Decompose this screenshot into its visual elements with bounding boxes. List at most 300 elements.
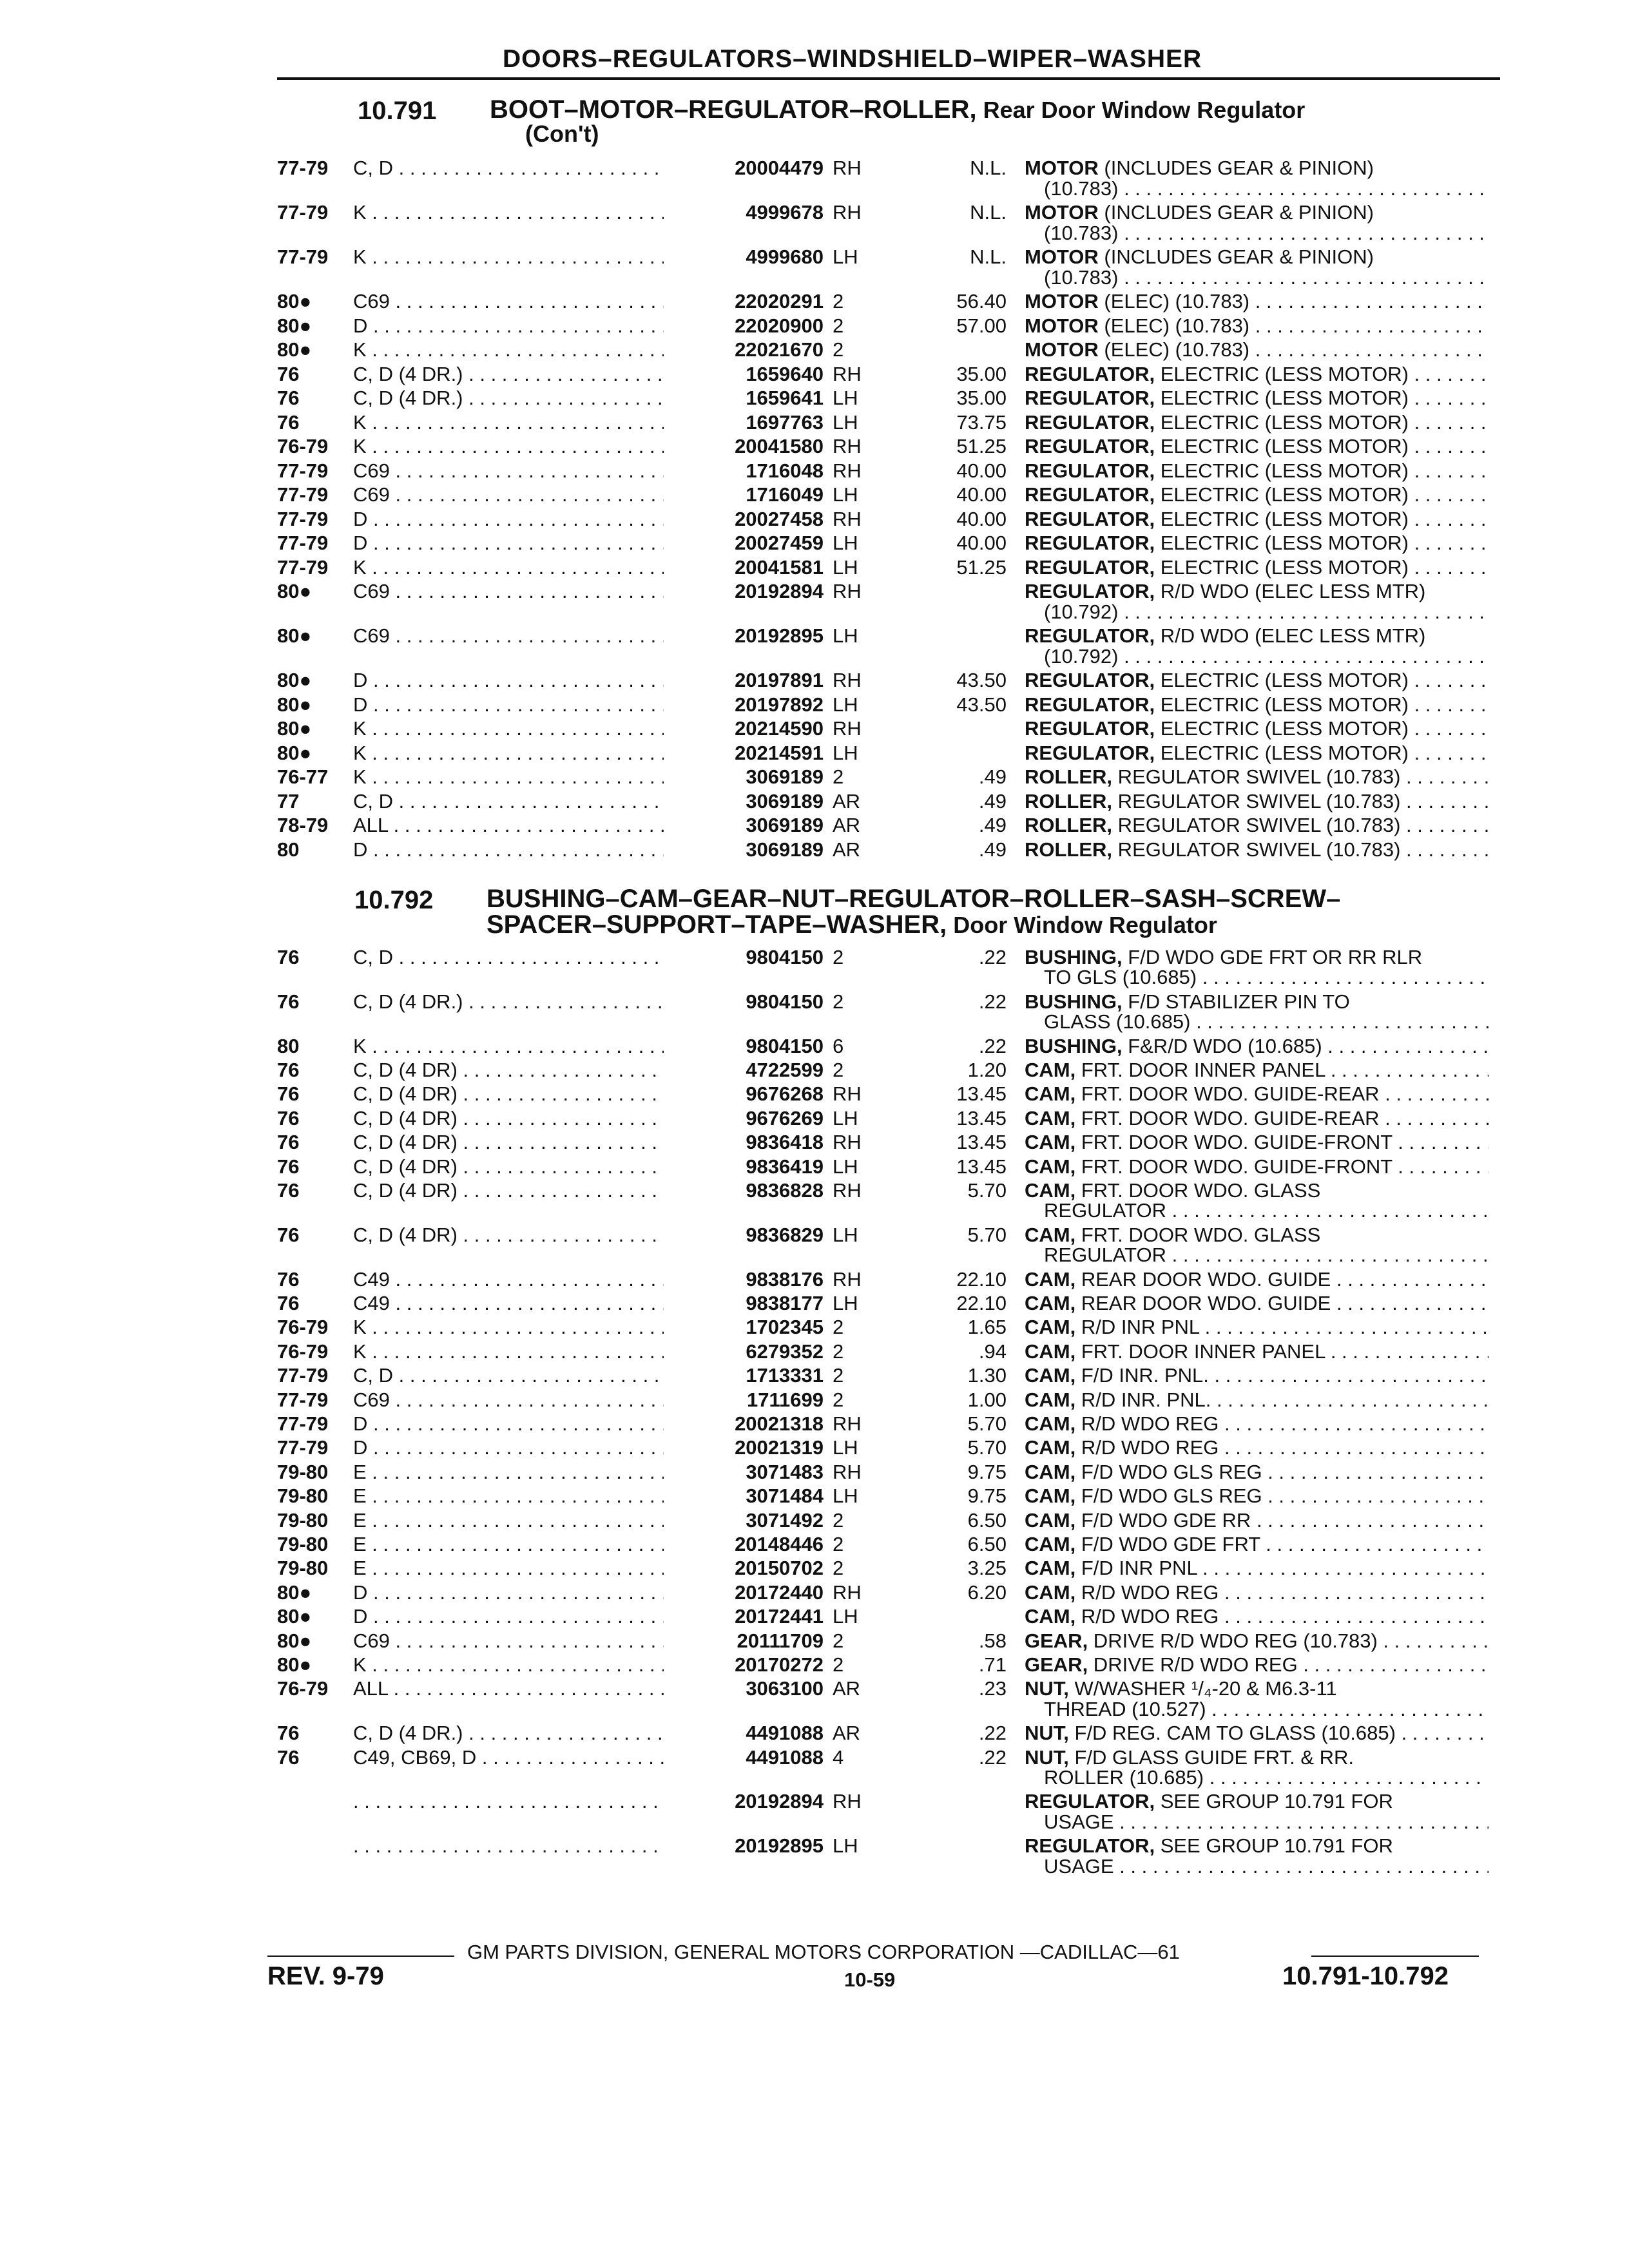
table-row: [0, 1082, 1629, 1107]
year-cell: 77-79: [277, 1364, 329, 1387]
price-cell: 40.00: [956, 483, 1007, 506]
table-row: [0, 1485, 1629, 1509]
description-cell: [1025, 1035, 1489, 1058]
description-keyword: ROLLER,: [1025, 814, 1113, 836]
model-cell: D . . .: [353, 508, 701, 531]
model-cell: C69 . . .: [353, 580, 701, 603]
quantity-cell: LH: [833, 1605, 858, 1628]
quantity-cell: RH: [833, 1790, 862, 1813]
model-cell: K . . .: [353, 1035, 701, 1058]
price-cell: N.L.: [970, 201, 1007, 224]
description-text: F/D WDO GDE FRT: [1075, 1533, 1260, 1555]
quantity-cell: AR: [833, 789, 861, 812]
description-text: ELECTRIC (LESS MOTOR): [1155, 435, 1409, 457]
description-cell: [1025, 1389, 1489, 1412]
description-keyword: CAM,: [1025, 1557, 1076, 1580]
description-keyword: MOTOR: [1025, 290, 1099, 312]
description-continuation: (10.792) . . .: [1044, 601, 1489, 624]
description-text: R/D WDO REG: [1075, 1605, 1219, 1628]
price-cell: 1.30: [967, 1364, 1007, 1387]
description-text: ELECTRIC (LESS MOTOR): [1155, 362, 1409, 385]
quantity-cell: RH: [833, 435, 862, 457]
model-cell: E . . .: [353, 1485, 701, 1508]
table-row: [0, 1436, 1629, 1461]
table-row: [0, 1722, 1629, 1746]
quantity-cell: RH: [833, 1131, 862, 1154]
year-cell: 80●: [277, 624, 312, 647]
model-cell: C69 . . .: [353, 290, 701, 313]
description-text: FRT. DOOR WDO. GUIDE-FRONT: [1075, 1155, 1393, 1178]
description-text: F/D INR PNL: [1075, 1557, 1197, 1580]
description-text: ELECTRIC (LESS MOTOR): [1155, 717, 1409, 740]
description-keyword: MOTOR: [1025, 157, 1099, 179]
quantity-cell: RH: [833, 1460, 862, 1483]
part-number-cell: 20041580: [664, 435, 824, 458]
price-cell: .49: [978, 814, 1007, 836]
part-number-cell: 1659641: [664, 387, 824, 410]
price-cell: 51.25: [956, 435, 1007, 457]
description-keyword: BUSHING,: [1025, 990, 1123, 1013]
table-row: [0, 1389, 1629, 1413]
part-number-cell: 1659640: [664, 363, 824, 386]
model-cell: C, D (4 DR) . . .: [353, 1131, 701, 1154]
table-row: [0, 435, 1629, 459]
description-keyword: ROLLER,: [1025, 789, 1113, 812]
year-cell: 76: [277, 1131, 300, 1154]
description-cell: [1025, 1316, 1489, 1339]
year-cell: 80●: [277, 1629, 312, 1652]
quantity-cell: 2: [833, 338, 844, 361]
description-text: ELECTRIC (LESS MOTOR): [1155, 532, 1409, 554]
part-number-cell: 20197892: [664, 693, 824, 716]
description-keyword: REGULATOR,: [1025, 459, 1155, 482]
description-cell: [1025, 1509, 1489, 1532]
year-cell: 76: [277, 1082, 300, 1106]
description-cell: [1025, 693, 1489, 716]
part-number-cell: 20172441: [664, 1605, 824, 1628]
description-cell: [1025, 1629, 1489, 1653]
description-cell: [1025, 1722, 1489, 1745]
description-text: R/D INR PNL: [1075, 1316, 1199, 1339]
model-cell: C, D (4 DR.) . . .: [353, 387, 701, 410]
description-text: FRT. DOOR INNER PANEL: [1075, 1059, 1325, 1081]
description-keyword: GEAR,: [1025, 1653, 1088, 1676]
group-range: 10.791-10.792: [1282, 1962, 1449, 1990]
part-number-cell: 3069189: [664, 838, 824, 861]
price-cell: 51.25: [956, 555, 1007, 579]
model-cell: C69 . . .: [353, 459, 701, 483]
price-cell: 40.00: [956, 459, 1007, 482]
description-continuation: (10.792) . . .: [1044, 645, 1489, 668]
part-number-cell: 9836418: [664, 1131, 824, 1154]
description-text: REGULATOR SWIVEL (10.783): [1112, 789, 1401, 812]
part-number-cell: 4722599: [664, 1059, 824, 1082]
year-cell: 76: [277, 990, 300, 1013]
part-number-cell: 20004479: [664, 157, 824, 180]
quantity-cell: RH: [833, 1082, 862, 1106]
quantity-cell: 2: [833, 1340, 844, 1363]
description-keyword: REGULATOR,: [1025, 555, 1155, 579]
year-cell: 76-79: [277, 435, 329, 457]
description-cell: [1025, 814, 1489, 837]
quantity-cell: LH: [833, 1834, 858, 1858]
description-text: ELECTRIC (LESS MOTOR): [1155, 387, 1409, 409]
description-text: REAR DOOR WDO. GUIDE: [1075, 1267, 1331, 1291]
year-cell: 76: [277, 1745, 300, 1769]
description-text: F/D GLASS GUIDE FRT. & RR.: [1068, 1745, 1354, 1769]
part-number-cell: 9836829: [664, 1224, 824, 1247]
part-number-cell: 20170272: [664, 1653, 824, 1677]
description-keyword: CAM,: [1025, 1082, 1076, 1106]
price-cell: 35.00: [956, 362, 1007, 385]
description-cell: [1025, 669, 1489, 692]
description-cell: [1025, 717, 1489, 740]
model-cell: C, D (4 DR) . . .: [353, 1179, 701, 1202]
description-continuation: ROLLER (10.685) . . .: [1044, 1766, 1489, 1789]
year-cell: 76: [277, 1155, 300, 1178]
description-keyword: CAM,: [1025, 1485, 1076, 1508]
part-number-cell: 1697763: [664, 411, 824, 434]
year-cell: 80●: [277, 314, 312, 337]
table-row: [0, 1035, 1629, 1059]
price-cell: 9.75: [967, 1460, 1007, 1483]
price-cell: 56.40: [956, 290, 1007, 312]
price-cell: 5.70: [967, 1412, 1007, 1435]
description-cell: [1025, 1653, 1489, 1677]
year-cell: 80●: [277, 1653, 312, 1676]
price-cell: .22: [978, 946, 1007, 968]
year-cell: 80●: [277, 580, 312, 602]
model-cell: C, D (4 DR.) . . .: [353, 1722, 701, 1745]
model-cell: K . . .: [353, 765, 701, 789]
description-keyword: REGULATOR,: [1025, 410, 1155, 434]
quantity-cell: 2: [833, 1059, 844, 1081]
part-number-cell: 20021319: [664, 1436, 824, 1459]
model-cell: C49, CB69, D . . .: [353, 1746, 701, 1769]
description-text: FRT. DOOR WDO. GUIDE-FRONT: [1075, 1131, 1393, 1154]
price-cell: 22.10: [956, 1292, 1007, 1314]
quantity-cell: RH: [833, 362, 862, 385]
description-text: (INCLUDES GEAR & PINION): [1098, 201, 1374, 224]
quantity-cell: 2: [833, 990, 844, 1013]
description-cell: [1025, 363, 1489, 386]
quantity-cell: 2: [833, 1533, 844, 1555]
quantity-cell: RH: [833, 201, 862, 224]
quantity-cell: RH: [833, 580, 862, 602]
model-cell: C, D . . .: [353, 157, 701, 180]
quantity-cell: LH: [833, 1223, 858, 1246]
price-cell: 9.75: [967, 1485, 1007, 1508]
price-cell: .22: [978, 1745, 1007, 1769]
quantity-cell: LH: [833, 555, 858, 579]
year-cell: 76: [277, 362, 300, 385]
table-row: [0, 532, 1629, 556]
description-text: ELECTRIC (LESS MOTOR): [1155, 483, 1409, 506]
description-text: (INCLUDES GEAR & PINION): [1098, 157, 1374, 179]
year-cell: 80: [277, 838, 300, 861]
part-number-cell: 9676268: [664, 1082, 824, 1106]
description-continuation: TO GLS (10.685) . . .: [1044, 966, 1489, 989]
description-cell: [1025, 1131, 1489, 1154]
description-keyword: REGULATOR,: [1025, 580, 1155, 602]
description-keyword: REGULATOR,: [1025, 435, 1155, 457]
model-cell: K . . .: [353, 411, 701, 434]
description-keyword: NUT,: [1025, 1745, 1069, 1769]
part-number-cell: 22021670: [664, 338, 824, 361]
price-cell: 6.50: [967, 1508, 1007, 1532]
description-continuation: USAGE . . .: [1044, 1811, 1489, 1834]
table-row-continuation: [0, 266, 1629, 291]
description-text: F/D WDO GDE FRT OR RR RLR: [1122, 946, 1423, 968]
model-cell: C, D (4 DR) . . .: [353, 1059, 701, 1082]
description-text: FRT. DOOR WDO. GLASS: [1075, 1223, 1321, 1246]
model-cell: C69 . . .: [353, 1629, 701, 1653]
footer-rule-right: [1311, 1956, 1479, 1957]
price-cell: 3.25: [967, 1557, 1007, 1580]
description-cell: [1025, 1155, 1489, 1178]
table-row: [0, 1653, 1629, 1678]
quantity-cell: AR: [833, 838, 861, 861]
description-continuation: (10.783) . . .: [1044, 222, 1489, 245]
description-cell: [1025, 290, 1489, 313]
description-continuation: GLASS (10.685) . . .: [1044, 1010, 1489, 1033]
table-row: [0, 1316, 1629, 1340]
year-cell: 76: [277, 410, 300, 434]
description-keyword: CAM,: [1025, 1605, 1076, 1628]
year-cell: 77-79: [277, 1436, 329, 1459]
description-keyword: CAM,: [1025, 1106, 1076, 1129]
model-cell: K . . .: [353, 717, 701, 740]
description-keyword: CAM,: [1025, 1581, 1076, 1604]
table-row: [0, 290, 1629, 314]
year-cell: 76: [277, 1267, 300, 1291]
model-cell: C49 . . .: [353, 1292, 701, 1315]
quantity-cell: 4: [833, 1745, 844, 1769]
description-cell: [1025, 1340, 1489, 1363]
table-row: [0, 411, 1629, 436]
part-number-cell: 22020291: [664, 290, 824, 313]
part-number-cell: 20197891: [664, 669, 824, 692]
table-row: [0, 1131, 1629, 1155]
part-number-cell: 9838176: [664, 1268, 824, 1291]
description-cell: [1025, 1461, 1489, 1484]
price-cell: 73.75: [956, 410, 1007, 434]
price-cell: 43.50: [956, 669, 1007, 691]
table-row: [0, 717, 1629, 742]
price-cell: 5.70: [967, 1179, 1007, 1202]
description-keyword: CAM,: [1025, 1533, 1076, 1555]
model-cell: K . . .: [353, 556, 701, 579]
description-keyword: CAM,: [1025, 1059, 1076, 1081]
description-text: FRT. DOOR WDO. GUIDE-REAR: [1075, 1106, 1380, 1129]
quantity-cell: 2: [833, 1629, 844, 1652]
part-number-cell: 9804150: [664, 990, 824, 1014]
quantity-cell: LH: [833, 483, 858, 506]
model-cell: C, D . . .: [353, 1364, 701, 1387]
year-cell: 76-77: [277, 765, 329, 788]
table-row: [0, 1461, 1629, 1485]
description-keyword: REGULATOR,: [1025, 483, 1155, 506]
table-row: [0, 1629, 1629, 1654]
description-cell: [1025, 1436, 1489, 1459]
description-text: DRIVE R/D WDO REG (10.783): [1088, 1629, 1378, 1652]
part-number-cell: 20214591: [664, 742, 824, 765]
quantity-cell: LH: [833, 624, 858, 647]
description-cell: [1025, 1412, 1489, 1436]
model-cell: C, D (4 DR) . . .: [353, 1224, 701, 1247]
description-keyword: REGULATOR,: [1025, 717, 1155, 740]
price-cell: .49: [978, 838, 1007, 861]
description-cell: [1025, 1557, 1489, 1580]
year-cell: 80●: [277, 669, 312, 691]
model-cell: ALL . . .: [353, 1677, 701, 1700]
quantity-cell: LH: [833, 741, 858, 764]
price-cell: 13.45: [956, 1082, 1007, 1106]
description-cell: [1025, 314, 1489, 338]
year-cell: 76: [277, 946, 300, 968]
price-cell: 13.45: [956, 1155, 1007, 1178]
description-keyword: CAM,: [1025, 1267, 1076, 1291]
part-number-cell: 20192895: [664, 1834, 824, 1858]
description-keyword: ROLLER,: [1025, 765, 1113, 788]
table-row-continuation: [0, 601, 1629, 625]
year-cell: 76-79: [277, 1316, 329, 1339]
part-number-cell: 1702345: [664, 1316, 824, 1339]
description-cell: [1025, 483, 1489, 506]
table-row-continuation: [0, 645, 1629, 669]
model-cell: E . . .: [353, 1557, 701, 1580]
price-cell: 6.50: [967, 1533, 1007, 1555]
description-text: R/D WDO (ELEC LESS MTR): [1155, 580, 1426, 602]
table-row: [0, 314, 1629, 339]
price-cell: 1.00: [967, 1388, 1007, 1411]
model-cell: K . . .: [353, 1316, 701, 1339]
year-cell: 80●: [277, 693, 312, 716]
section-title-bold: BOOT–MOTOR–REGULATOR–ROLLER,: [490, 95, 977, 124]
year-cell: 76: [277, 1292, 300, 1314]
price-cell: 40.00: [956, 507, 1007, 530]
quantity-cell: LH: [833, 1292, 858, 1314]
page-header-title: DOORS–REGULATORS–WINDSHIELD–WIPER–WASHER: [503, 45, 1202, 73]
description-text: ELECTRIC (LESS MOTOR): [1155, 669, 1409, 691]
description-keyword: REGULATOR,: [1025, 362, 1155, 385]
quantity-cell: LH: [833, 532, 858, 554]
description-text: FRT. DOOR WDO. GLASS: [1075, 1179, 1321, 1202]
part-number-cell: 1716048: [664, 459, 824, 483]
quantity-cell: RH: [833, 1179, 862, 1202]
description-text: F&R/D WDO (10.685): [1122, 1034, 1322, 1057]
description-text: REGULATOR SWIVEL (10.783): [1112, 765, 1401, 788]
part-number-cell: 20192894: [664, 580, 824, 603]
year-cell: 76-79: [277, 1677, 329, 1700]
year-cell: 80●: [277, 1605, 312, 1628]
description-cell: [1025, 532, 1489, 555]
part-number-cell: 4999678: [664, 201, 824, 224]
description-continuation: (10.783) . . .: [1044, 266, 1489, 289]
description-text: DRIVE R/D WDO REG: [1088, 1653, 1298, 1676]
description-text: R/D WDO REG: [1075, 1412, 1219, 1435]
description-keyword: MOTOR: [1025, 245, 1099, 268]
description-text: R/D INR. PNL.: [1075, 1388, 1211, 1411]
model-cell: C, D (4 DR) . . .: [353, 1107, 701, 1130]
year-cell: 79-80: [277, 1485, 329, 1508]
year-cell: 76: [277, 1106, 300, 1129]
table-row: [0, 1533, 1629, 1557]
table-row: [0, 363, 1629, 387]
quantity-cell: 2: [833, 314, 844, 337]
year-cell: 76-79: [277, 1340, 329, 1363]
model-cell: D . . .: [353, 1605, 701, 1628]
part-number-cell: 4999680: [664, 245, 824, 269]
description-text: ELECTRIC (LESS MOTOR): [1155, 507, 1409, 530]
description-keyword: BUSHING,: [1025, 1034, 1123, 1057]
model-cell: C49 . . .: [353, 1268, 701, 1291]
description-keyword: CAM,: [1025, 1436, 1076, 1459]
description-keyword: ROLLER,: [1025, 838, 1113, 861]
model-cell: C, D (4 DR.) . . .: [353, 990, 701, 1014]
part-number-cell: 9676269: [664, 1107, 824, 1130]
quantity-cell: LH: [833, 693, 858, 716]
part-number-cell: 3069189: [664, 814, 824, 837]
table-row: [0, 1509, 1629, 1533]
description-text: SEE GROUP 10.791 FOR: [1155, 1790, 1393, 1813]
model-cell: C69 . . .: [353, 624, 701, 648]
description-keyword: REGULATOR,: [1025, 693, 1155, 716]
table-row: [0, 838, 1629, 863]
price-cell: .49: [978, 789, 1007, 812]
model-cell: D . . .: [353, 669, 701, 692]
section-number: 10.792: [354, 886, 434, 914]
part-number-cell: 1711699: [664, 1389, 824, 1412]
quantity-cell: 2: [833, 1557, 844, 1580]
description-text: F/D WDO GDE RR: [1075, 1508, 1251, 1532]
year-cell: 80●: [277, 717, 312, 740]
quantity-cell: 2: [833, 1508, 844, 1532]
part-number-cell: 20111709: [664, 1629, 824, 1653]
quantity-cell: 2: [833, 765, 844, 788]
price-cell: 43.50: [956, 693, 1007, 716]
quantity-cell: RH: [833, 717, 862, 740]
price-cell: 40.00: [956, 532, 1007, 554]
part-number-cell: 9838177: [664, 1292, 824, 1315]
price-cell: 35.00: [956, 387, 1007, 409]
price-cell: 13.45: [956, 1106, 1007, 1129]
table-row-continuation: [0, 1811, 1629, 1835]
year-cell: 80●: [277, 1581, 312, 1604]
quantity-cell: RH: [833, 669, 862, 691]
model-cell: K . . .: [353, 1653, 701, 1677]
quantity-cell: LH: [833, 387, 858, 409]
revision-date: REV. 9-79: [267, 1962, 384, 1990]
year-cell: 79-80: [277, 1508, 329, 1532]
section-title: BUSHING–CAM–GEAR–NUT–REGULATOR–ROLLER–SASH–SCREW–: [487, 885, 1341, 913]
price-cell: .71: [978, 1653, 1007, 1676]
description-cell: [1025, 765, 1489, 789]
description-text: F/D WDO GLS REG: [1075, 1485, 1262, 1508]
year-cell: 77: [277, 789, 300, 812]
description-keyword: NUT,: [1025, 1677, 1069, 1700]
description-keyword: MOTOR: [1025, 338, 1099, 361]
part-number-cell: 22020900: [664, 314, 824, 338]
model-cell: C69 . . .: [353, 483, 701, 506]
description-cell: [1025, 1605, 1489, 1628]
description-cell: [1025, 1364, 1489, 1387]
model-cell: C, D . . .: [353, 946, 701, 969]
model-cell: C, D . . .: [353, 790, 701, 813]
quantity-cell: AR: [833, 1677, 861, 1700]
description-keyword: REGULATOR,: [1025, 669, 1155, 691]
price-cell: 13.45: [956, 1131, 1007, 1154]
